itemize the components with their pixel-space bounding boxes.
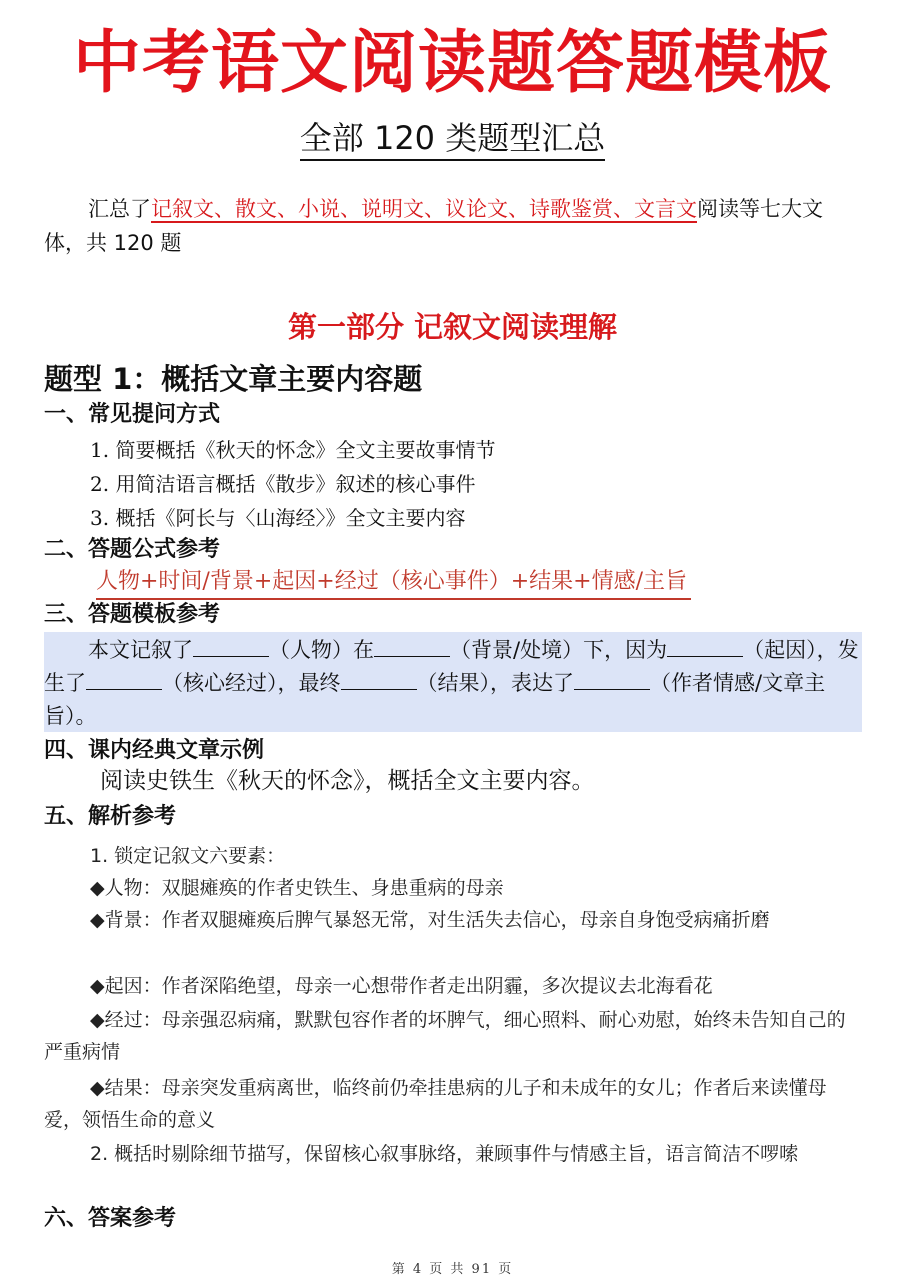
analysis-result: ◆结果：母亲突发重病离世，临终前仍牵挂患病的儿子和未成年的女儿；作者后来读懂母爱，领悟生命的意义: [44, 1077, 827, 1131]
analysis-background: ◆背景：作者双腿瘫痪后脾气暴怒无常，对生活失去信心，母亲自身饱受病痛折磨: [90, 909, 770, 931]
example-question: 阅读史铁生《秋天的怀念》，概括全文主要内容。: [100, 768, 595, 794]
section-heading-1: 一、常见提问方式: [44, 402, 221, 427]
answer-template: [44, 634, 862, 733]
section-heading-5: 五、解析参考: [44, 804, 177, 829]
analysis-people: ◆人物：双腿瘫痪的作者史铁生、身患重病的母亲: [90, 877, 504, 899]
section-heading-2: 二、答题公式参考: [44, 537, 221, 562]
template-text: （结果），表达了: [416, 671, 574, 695]
fill-blank: [374, 636, 450, 657]
template-text: （起因），发生了: [44, 638, 859, 695]
answer-formula: 人物+时间/背景+起因+经过（核心事件）+结果+情感/主旨: [96, 566, 691, 600]
part-title: 第一部分 记叙文阅读理解: [287, 310, 618, 344]
intro-highlight: 记叙文、散文、小说、说明文、议论文、诗歌鉴赏、文言文: [151, 197, 697, 221]
template-text: （背景/处境）下，因为: [450, 638, 668, 662]
type-title: 题型 1：概括文章主要内容题: [44, 362, 423, 396]
main-title: 中考语文阅读题答题模板: [72, 24, 832, 103]
intro-suffix: 阅读等七大文体，共 120 题: [44, 197, 823, 255]
intro-prefix: 汇总了: [88, 197, 151, 221]
analysis-cause: ◆起因：作者深陷绝望，母亲一心想带作者走出阴霾，多次提议去北海看花: [90, 975, 713, 997]
analysis-step-2: 2. 概括时剔除细节描写，保留核心叙事脉络，兼顾事件与情感主旨，语言简洁不啰嗦: [90, 1143, 799, 1165]
fill-blank: [574, 669, 650, 690]
template-text: （核心经过），最终: [162, 671, 341, 695]
intro-paragraph: [44, 192, 864, 260]
sub-title: [0, 116, 905, 160]
sub-title-text: 全部 120 类题型汇总: [300, 119, 605, 161]
template-text: 本文记叙了: [88, 638, 193, 662]
template-text: （人物）在: [269, 638, 374, 662]
analysis-step-1: 1. 锁定记叙文六要素：: [90, 845, 286, 867]
page-footer: 第 4 页 共 91 页: [391, 1262, 514, 1277]
fill-blank: [86, 669, 162, 690]
section-heading-3: 三、答题模板参考: [44, 602, 221, 627]
question-item: 2. 用简洁语言概括《散步》叙述的核心事件: [90, 472, 476, 496]
section-heading-6: 六、答案参考: [44, 1206, 177, 1231]
question-item: 3. 概括《阿长与〈山海经〉》全文主要内容: [90, 506, 466, 530]
template-text: （作者情感/文章主旨）。: [44, 671, 826, 728]
fill-blank: [667, 636, 743, 657]
section-heading-4: 四、课内经典文章示例: [44, 738, 265, 763]
analysis-process: ◆经过：母亲强忍病痛，默默包容作者的坏脾气，细心照料、耐心劝慰，始终未告知自己的严重病情: [44, 1009, 846, 1063]
fill-blank: [193, 636, 269, 657]
question-item: 1. 简要概括《秋天的怀念》全文主要故事情节: [90, 438, 496, 462]
fill-blank: [341, 669, 417, 690]
